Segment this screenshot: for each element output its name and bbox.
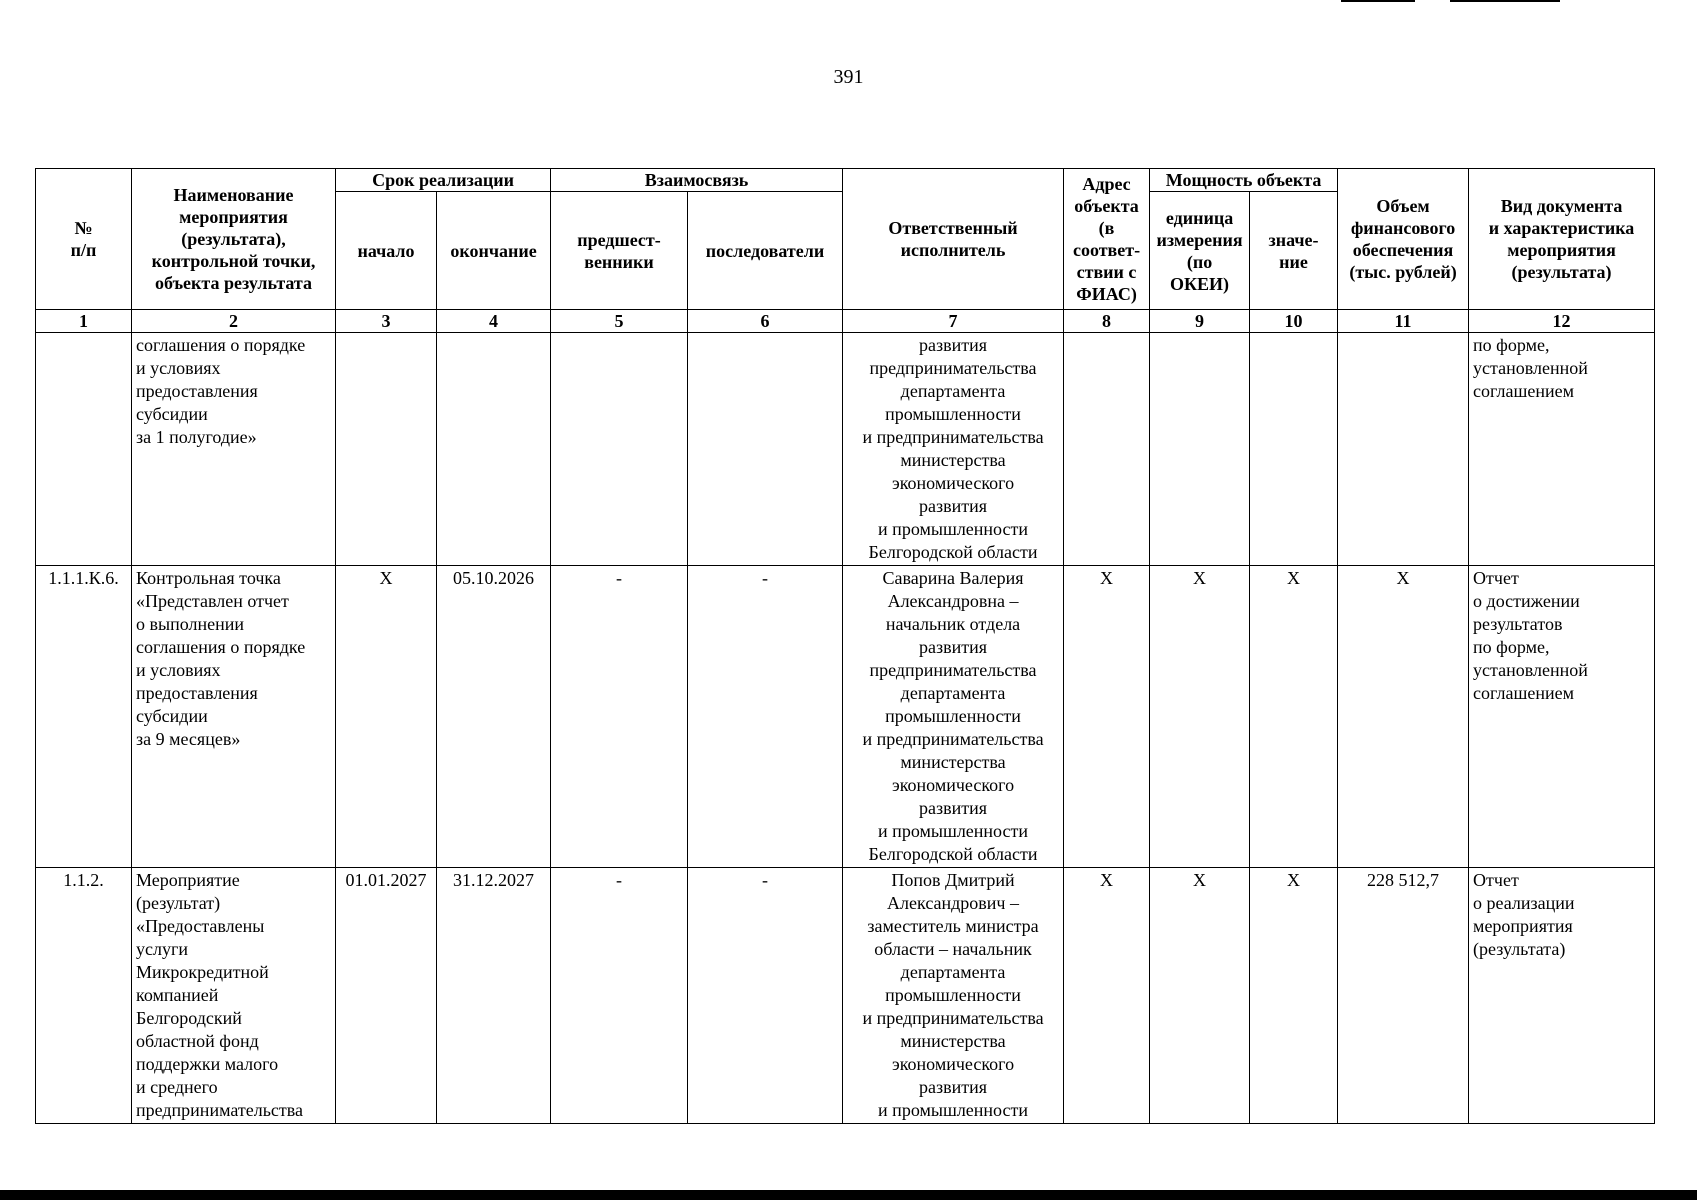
cell-unit: X — [1150, 868, 1250, 1124]
cell-prev — [551, 333, 688, 566]
header-capacity-unit: единица измерения (по ОКЕИ) — [1150, 192, 1250, 310]
cell-doc: Отчет о достижении результатов по форме, установленной соглашением — [1469, 566, 1655, 868]
cell-name: Мероприятие (результат) «Предоставлены услуги Микрокредитной компанией Белгородский областной фонд поддержки малого и среднего предпринимательства — [132, 868, 336, 1124]
cell-start: 01.01.2027 — [336, 868, 437, 1124]
cell-next — [688, 333, 843, 566]
table-row — [36, 566, 1655, 868]
cell-address: X — [1064, 566, 1150, 868]
cell-value: X — [1250, 868, 1338, 1124]
table-row — [36, 333, 1655, 566]
column-number: 12 — [1469, 310, 1655, 333]
table-row — [36, 868, 1655, 1124]
cell-num — [36, 333, 132, 566]
page-number: 391 — [833, 66, 864, 88]
cell-next: - — [688, 868, 843, 1124]
cell-num: 1.1.2. — [36, 868, 132, 1124]
column-number: 9 — [1150, 310, 1250, 333]
cell-value: X — [1250, 566, 1338, 868]
header-link: Взаимосвязь — [551, 169, 843, 192]
scan-mark — [1341, 0, 1415, 2]
header-period: Срок реализации — [336, 169, 551, 192]
cell-value — [1250, 333, 1338, 566]
cell-end — [437, 333, 551, 566]
cell-finance: 228 512,7 — [1338, 868, 1469, 1124]
header-doc-type: Вид документа и характеристика мероприятия (результата) — [1469, 169, 1655, 310]
header-link-next: последователи — [688, 192, 843, 310]
cell-start: X — [336, 566, 437, 868]
cell-responsible: развития предпринимательства департамента промышленности и предпринимательства министерства экономического развития и промышленности Белгородской области — [843, 333, 1064, 566]
header-link-prev: предшест- венники — [551, 192, 688, 310]
cell-end: 05.10.2026 — [437, 566, 551, 868]
header-responsible: Ответственный исполнитель — [843, 169, 1064, 310]
cell-unit — [1150, 333, 1250, 566]
header-period-end: окончание — [437, 192, 551, 310]
column-number: 5 — [551, 310, 688, 333]
column-number: 3 — [336, 310, 437, 333]
column-number: 6 — [688, 310, 843, 333]
cell-prev: - — [551, 868, 688, 1124]
header-name: Наименование мероприятия (результата), контрольной точки, объекта результата — [132, 169, 336, 310]
column-number: 10 — [1250, 310, 1338, 333]
column-number: 2 — [132, 310, 336, 333]
cell-prev: - — [551, 566, 688, 868]
cell-responsible: Попов Дмитрий Александрович – заместитель министра области – начальник департамента промышленности и предпринимательства министерства экономического развития и промышленности — [843, 868, 1064, 1124]
cell-responsible: Саварина Валерия Александровна – начальник отдела развития предпринимательства департамента промышленности и предпринимательства министерства экономического развития и промышленности Белгородской области — [843, 566, 1064, 868]
column-number: 1 — [36, 310, 132, 333]
header-capacity-value: значе- ние — [1250, 192, 1338, 310]
cell-name: соглашения о порядке и условиях предоставления субсидии за 1 полугодие» — [132, 333, 336, 566]
header-period-start: начало — [336, 192, 437, 310]
header-address: Адрес объекта (в соответ- ствии с ФИАС) — [1064, 169, 1150, 310]
column-number: 8 — [1064, 310, 1150, 333]
cell-finance: X — [1338, 566, 1469, 868]
cell-start — [336, 333, 437, 566]
cell-finance — [1338, 333, 1469, 566]
cell-address: X — [1064, 868, 1150, 1124]
cell-doc: по форме, установленной соглашением — [1469, 333, 1655, 566]
column-number: 7 — [843, 310, 1064, 333]
column-number: 11 — [1338, 310, 1469, 333]
plan-table — [35, 168, 1655, 1124]
cell-next: - — [688, 566, 843, 868]
cell-num: 1.1.1.К.6. — [36, 566, 132, 868]
cell-end: 31.12.2027 — [437, 868, 551, 1124]
cell-unit: X — [1150, 566, 1250, 868]
cell-address — [1064, 333, 1150, 566]
header-capacity: Мощность объекта — [1150, 169, 1338, 192]
scan-mark — [1450, 0, 1560, 2]
cell-name: Контрольная точка «Представлен отчет о выполнении соглашения о порядке и условиях предоставления субсидии за 9 месяцев» — [132, 566, 336, 868]
header-num: № п/п — [36, 169, 132, 310]
cell-doc: Отчет о реализации мероприятия (результата) — [1469, 868, 1655, 1124]
column-number: 4 — [437, 310, 551, 333]
scan-bottom-edge — [0, 1190, 1697, 1200]
header-finance: Объем финансового обеспечения (тыс. рублей) — [1338, 169, 1469, 310]
